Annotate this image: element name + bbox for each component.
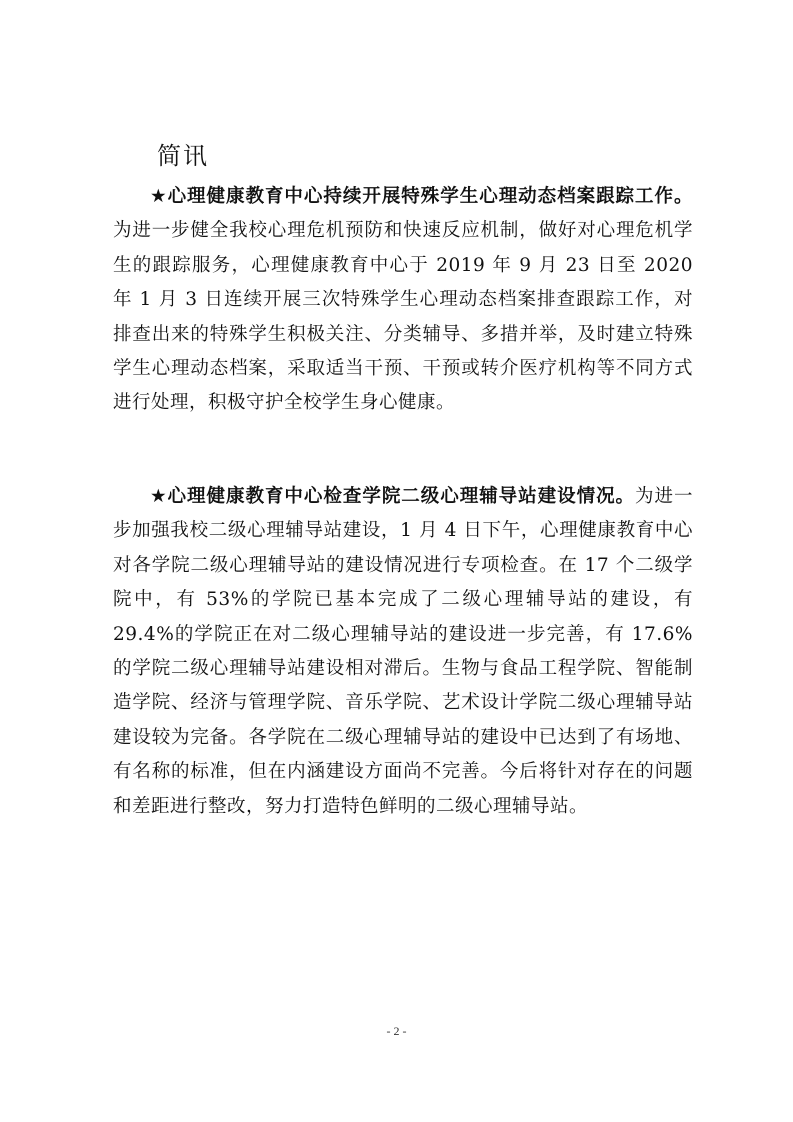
news-item-2-headline: ★心理健康教育中心检查学院二级心理辅导站建设情况。 — [150, 486, 636, 507]
news-item-2-body: 为进一步加强我校二级心理辅导站建设，1 月 4 日下午，心理健康教育中心对各学院二级心理辅导站的建设情况进行专项检查。在 17 个二级学院中，有 53%的学院已基本完成了二级心理辅导站的建设，有 29.4%的学院正在对二级心理辅导站的建设进一步完善，有 17.6%的学院二级心理辅导站建设相对滞后。生物与食品工程学院、智能制造学院、经济与管理学院、音乐学院、艺术设计学院二级心理辅导站建设较为完备。各学院在二级心理辅导站的建设中已达到了有场地、有名称的标准，但在内涵建设方面尚不完善。今后将针对存在的问题和差距进行整改，努力打造特色鲜明的二级心理辅导站。 — [113, 486, 693, 817]
page-number: - 2 - — [386, 1024, 407, 1038]
news-item-1-headline: ★心理健康教育中心持续开展特殊学生心理动态档案跟踪工作。 — [150, 186, 693, 207]
news-item-2 — [113, 480, 693, 824]
news-item-1-body: 为进一步健全我校心理危机预防和快速反应机制，做好对心理危机学生的跟踪服务，心理健康教育中心于 2019 年 9 月 23 日至 2020 年 1 月 3 日连续开展三次特殊学生心理动态档案排查跟踪工作，对排查出来的特殊学生积极关注、分类辅导、多措并举，及时建立特殊学生心理动态档案，采取适当干预、干预或转介医疗机构等不同方式进行处理，积极守护全校学生身心健康。 — [113, 220, 693, 414]
section-title: 简讯 — [157, 142, 209, 170]
news-item-1 — [113, 180, 693, 421]
